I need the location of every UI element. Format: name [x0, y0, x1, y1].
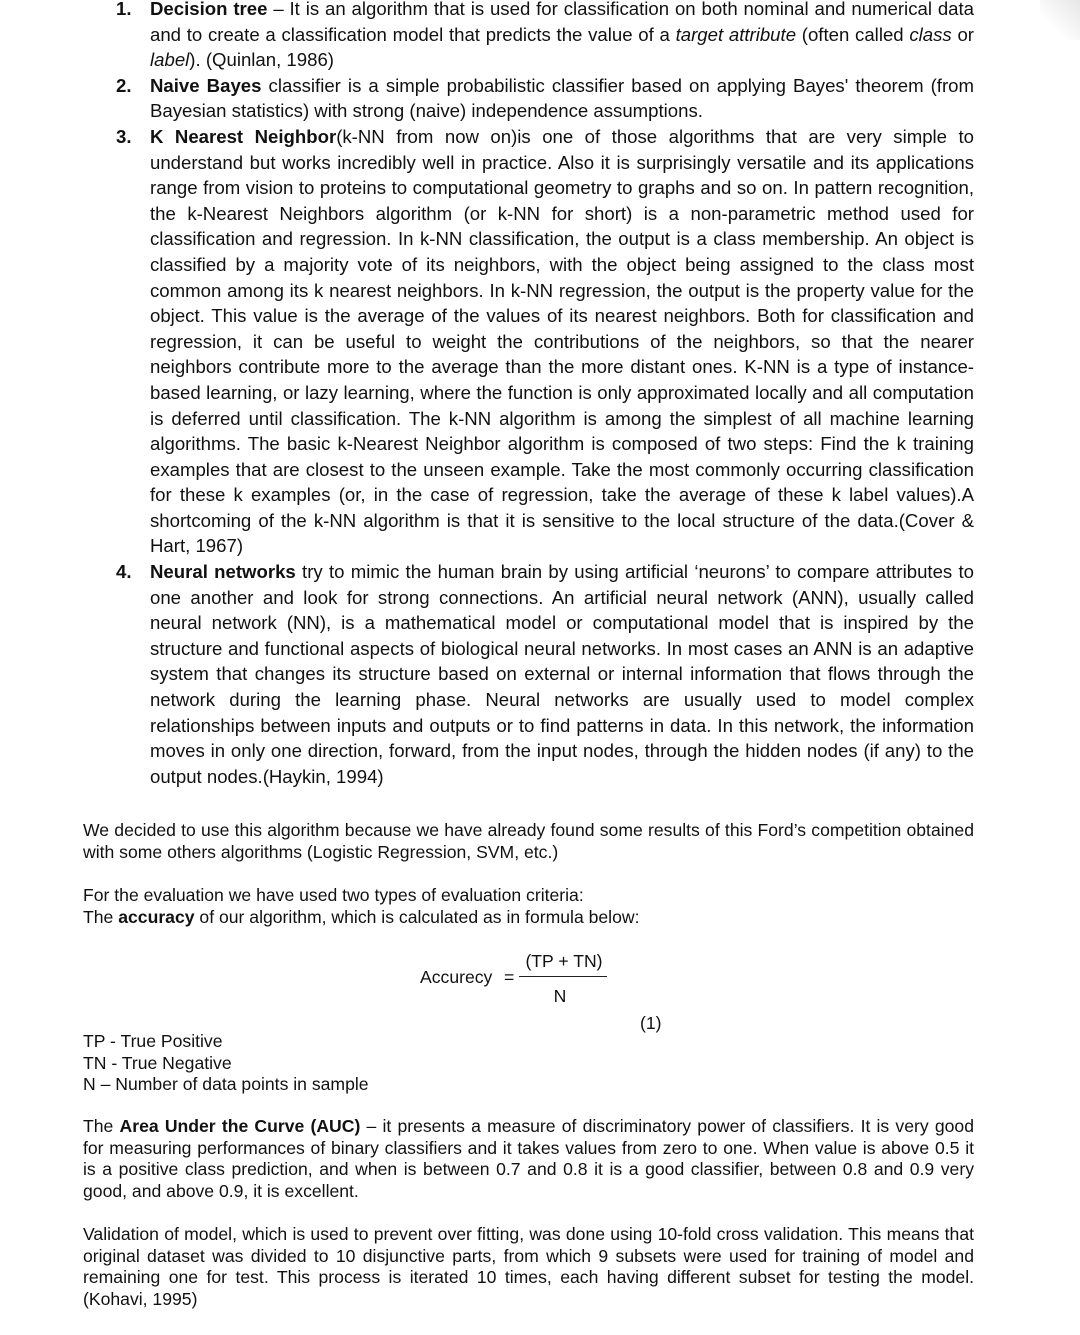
- evaluation-intro: For the evaluation we have used two types of evaluation criteria:: [83, 885, 584, 905]
- auc-term: Area Under the Curve (AUC): [119, 1116, 361, 1136]
- list-number: 1.: [116, 0, 132, 19]
- fraction-bar: [519, 976, 607, 977]
- accuracy-post: of our algorithm, which is calculated as in formula below:: [194, 906, 640, 927]
- validation-paragraph: Validation of model, which is used to prevent over fitting, was done using 10-fold cross validation. This means that original dataset was divided to 10 disjunctive parts, from which 9 subsets were used for training of model and remaining one for test. This process is iterated 10 times, each having different subset for testing the model. (Kohavi, 1995): [83, 1224, 974, 1309]
- algorithm-text: ). (Quinlan, 1986): [189, 49, 334, 71]
- italic-term: target attribute: [675, 23, 797, 45]
- algorithm-text: (k-NN from now on)is one of those algorithms that are very simple to understand but works incredibly well in practice. Also it is surprisingly versatile and its applications range from vision to proteins to computational geometry to graphs and so on. In pattern recognition, the k-Nearest Neighbors algorithm (or k-NN for short) is a non-parametric method used for classification and regression. In k-NN classification, the output is a class membership. An object is classified by a majority vote of its neighbors, with the object being assigned to the class most common among its k nearest neighbors. In k-NN regression, the output is the property value for the object. This value is the average of the values of its nearest neighbors. Both for classification and regression, it can be useful to weight the contributions of the neighbors, so that the nearer neighbors contribute more to the average than the more distant ones. K-NN is a type of instance-based learning, or lazy learning, where the function is only approximated locally and all computation is deferred until classification. The k-NN algorithm is among the simplest of all machine learning algorithms. The basic k-Nearest Neighbor algorithm is composed of two steps: Find the k training examples that are closest to the unseen example. Take the most commonly occurring classification for these k examples (or, in the case of regression, take the average of these k label values).A shortcoming of the k-NN algorithm is that it is sensitive to the local structure of the data.(Cover & Hart, 1967): [150, 125, 974, 557]
- algorithm-name: K Nearest Neighbor: [150, 125, 337, 147]
- formula-legend: [83, 1031, 974, 1096]
- accuracy-pre: The: [83, 906, 119, 927]
- formula-lhs: Accurecy: [420, 967, 493, 987]
- algorithm-list: [116, 0, 974, 789]
- legend-item: TN - True Negative: [83, 1052, 232, 1073]
- list-item: [116, 0, 974, 73]
- evaluation-paragraph: [83, 885, 974, 928]
- algorithm-name: Neural networks: [150, 561, 296, 583]
- algorithm-text: (often called: [796, 23, 910, 45]
- accuracy-sentence: [83, 907, 974, 929]
- list-number: 4.: [116, 561, 132, 583]
- formula-numerator: (TP + TN): [525, 951, 603, 971]
- accuracy-term: accuracy: [118, 906, 195, 927]
- algorithm-name: Naive Bayes: [150, 74, 262, 96]
- list-number: 3.: [116, 125, 132, 147]
- list-item: [116, 559, 974, 789]
- algorithm-text: or: [951, 23, 974, 45]
- algorithm-text: classifier is a simple probabilistic classifier based on applying Bayes' theorem (from Bayesian statistics) with strong (naive) independence assumptions.: [150, 74, 974, 122]
- accuracy-formula: [420, 952, 680, 1012]
- auc-pre: The: [83, 1116, 120, 1136]
- list-item: [116, 73, 974, 124]
- algorithm-text: try to mimic the human brain by using artificial ‘neurons’ to compare attributes to one another and look for strong connections. An artificial neural network (ANN), usually called neural network (NN), is a mathematical model or computational model that is inspired by the structure and functional aspects of biological neural networks. In most cases an ANN is an adaptive system that changes its structure based on external or internal information that flows through the network during the learning phase. Neural networks are usually used to model complex relationships between inputs and outputs or to find patterns in data. In this network, the information moves in only one direction, forward, from the input nodes, through the hidden nodes (if any) to the output nodes.(Haykin, 1994): [150, 561, 974, 787]
- legend-item: TP - True Positive: [83, 1031, 223, 1051]
- italic-term: class: [909, 23, 952, 45]
- list-number: 2.: [116, 74, 132, 96]
- formula-equals: =: [504, 967, 515, 987]
- algorithm-name: Decision tree: [150, 0, 268, 19]
- auc-post: – it presents a measure of discriminatory power of classifiers. It is very good for measuring performances of binary classifiers and it takes values from zero to one. When value is above 0.5 it is a positive class prediction, and when is between 0.7 and 0.8 it is a good classifier, between 0.8 and 0.9 very good, and above 0.9, it is excellent.: [83, 1116, 974, 1201]
- decided-paragraph: We decided to use this algorithm because we have already found some results of this Ford’s competition obtained with some others algorithms (Logistic Regression, SVM, etc.): [83, 820, 974, 862]
- italic-term: label: [150, 49, 190, 71]
- list-item: [116, 124, 974, 559]
- algorithm-text: – It is an algorithm that is used for classification on both nominal and numerical data and to create a classification model that predicts the value of a: [150, 0, 975, 45]
- formula-denominator: N: [553, 986, 567, 1006]
- legend-item: N – Number of data points in sample: [83, 1074, 369, 1095]
- equation-number: (1): [640, 1013, 662, 1033]
- auc-paragraph: [83, 1116, 974, 1202]
